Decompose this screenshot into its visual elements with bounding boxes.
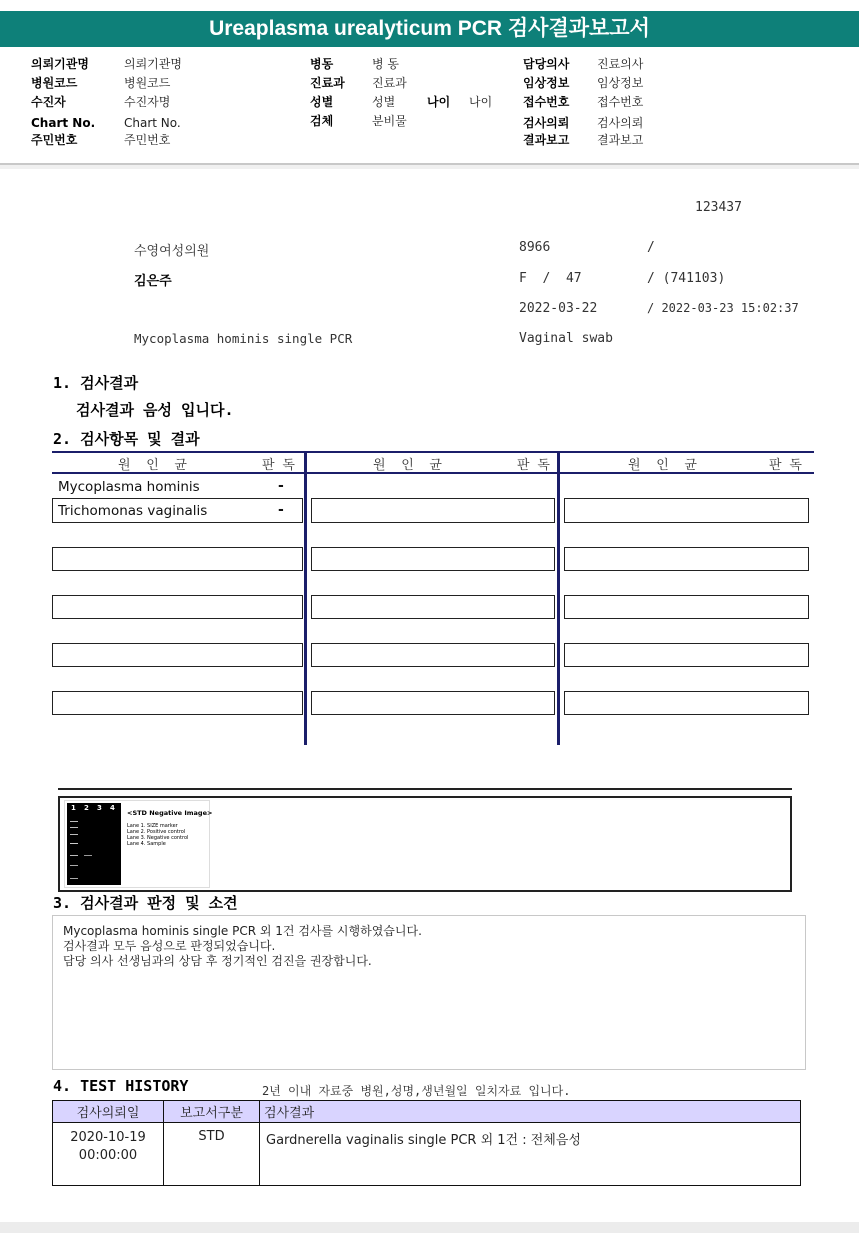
history-type: STD xyxy=(164,1123,260,1186)
remarks-line: 담당 의사 선생님과의 상담 후 정기적인 검진을 권장합니다. xyxy=(63,954,372,968)
image-section-rule xyxy=(58,788,792,790)
gel-band xyxy=(70,821,78,822)
header-divider-shadow xyxy=(0,165,859,169)
header-value-institution: 의뢰기관명 xyxy=(124,57,182,71)
history-date-cell xyxy=(53,1123,164,1186)
col-header-judgement-1: 판 독 xyxy=(262,458,295,473)
header-label-hospital-code: 병원코드 xyxy=(31,76,78,90)
header-label-ward: 병동 xyxy=(310,57,334,71)
institution-name: 수영여성의원 xyxy=(134,244,210,259)
remarks-box xyxy=(52,915,806,1070)
col-header-organism-2: 원 인 균 xyxy=(373,458,442,473)
gel-image xyxy=(67,803,121,885)
header-label-department: 진료과 xyxy=(310,76,345,90)
header-value-resident-no: 주민번호 xyxy=(124,133,171,147)
header-value-age: 나이 xyxy=(469,95,493,109)
history-date: 2020-10-19 xyxy=(70,1130,146,1145)
header-value-sex: 성별 xyxy=(372,95,396,109)
col-header-judgement-3: 판 독 xyxy=(769,458,802,473)
gel-band xyxy=(70,855,78,856)
header-label-institution: 의뢰기관명 xyxy=(31,57,89,71)
gel-image-figure xyxy=(64,800,213,888)
result-cell xyxy=(311,498,555,523)
gel-legend-item: Lane 4. Sample xyxy=(127,841,166,847)
header-value-chart-no: Chart No. xyxy=(124,116,181,130)
section-1-title: 1. 검사결과 xyxy=(53,374,139,392)
remarks-line: Mycoplasma hominis single PCR 외 1건 검사를 시행하였습니다. xyxy=(63,924,422,938)
chart-number: 8966 xyxy=(519,240,551,255)
request-date: 2022-03-22 xyxy=(519,301,598,316)
table-divider-1 xyxy=(304,451,307,745)
header-value-ward: 병 동 xyxy=(372,57,399,71)
section-3-title: 3. 검사결과 판정 및 소견 xyxy=(53,894,238,912)
history-result: Gardnerella vaginalis single PCR 외 1건 : 전체음성 xyxy=(260,1123,801,1186)
header-label-specimen: 검체 xyxy=(310,114,334,128)
gel-legend-item: Lane 2. Positive control xyxy=(127,829,186,835)
gel-lane-label: 2 xyxy=(84,804,89,812)
col-header-organism-3: 원 인 균 xyxy=(628,458,697,473)
gel-band xyxy=(70,834,78,835)
result-cell xyxy=(52,643,303,667)
col-header-organism-1: 원 인 균 xyxy=(118,458,187,473)
chart-slash: / xyxy=(647,240,655,255)
result-cell xyxy=(564,595,809,619)
gel-band xyxy=(84,855,92,856)
section-4-title: 4. TEST HISTORY xyxy=(53,1077,189,1095)
result-cell xyxy=(52,547,303,571)
header-label-chart-no: Chart No. xyxy=(31,116,96,130)
table-top-rule xyxy=(52,451,814,453)
gel-band xyxy=(70,827,78,828)
header-value-patient: 수진자명 xyxy=(124,95,171,109)
gel-image-title: <STD Negative Image> xyxy=(127,809,213,817)
organism-name: Trichomonas vaginalis xyxy=(58,503,208,519)
header-label-request: 검사의뢰 xyxy=(523,116,570,130)
gel-band xyxy=(70,865,78,866)
gel-band xyxy=(70,843,78,844)
patient-birth: / (741103) xyxy=(647,271,726,286)
history-header-type: 보고서구분 xyxy=(164,1101,260,1123)
result-cell xyxy=(311,691,555,715)
patient-name: 김은주 xyxy=(134,274,172,289)
history-time: 00:00:00 xyxy=(78,1148,138,1163)
gel-lane-label: 4 xyxy=(110,804,115,812)
header-value-doctor: 진료의사 xyxy=(597,57,644,71)
gel-legend-item: Lane 3. Negative control xyxy=(127,835,189,841)
header-label-sex: 성별 xyxy=(310,95,334,109)
header-value-report: 결과보고 xyxy=(597,133,644,147)
table-divider-2 xyxy=(557,451,560,745)
patient-sex-age: F / 47 xyxy=(519,271,582,286)
header-value-hospital-code: 병원코드 xyxy=(124,76,171,90)
organism-result: - xyxy=(278,502,284,518)
gel-lane-label: 1 xyxy=(71,804,76,812)
report-title: Ureaplasma urealyticum PCR 검사결과보고서 xyxy=(0,11,859,47)
remarks-line: 검사결과 모두 음성으로 판정되었습니다. xyxy=(63,939,276,953)
result-cell xyxy=(564,547,809,571)
specimen: Vaginal swab xyxy=(519,331,613,346)
header-label-report: 결과보고 xyxy=(523,133,570,147)
report-date: / 2022-03-23 15:02:37 xyxy=(647,301,799,315)
header-label-age: 나이 xyxy=(427,95,451,109)
table-row xyxy=(53,1123,801,1186)
section-1-result: 검사결과 음성 입니다. xyxy=(76,401,234,419)
result-cell xyxy=(311,547,555,571)
result-cell xyxy=(52,691,303,715)
result-cell xyxy=(564,498,809,523)
result-cell xyxy=(311,595,555,619)
organism-name: Mycoplasma hominis xyxy=(58,479,200,495)
header-value-specimen: 분비물 xyxy=(372,114,407,128)
history-header-date: 검사의뢰일 xyxy=(53,1101,164,1123)
result-cell xyxy=(52,595,303,619)
result-cell xyxy=(564,691,809,715)
header-value-receipt-no: 접수번호 xyxy=(597,95,644,109)
header-label-receipt-no: 접수번호 xyxy=(523,95,570,109)
header-label-patient: 수진자 xyxy=(31,95,66,109)
header-label-clinical-info: 임상정보 xyxy=(523,76,570,90)
header-value-department: 진료과 xyxy=(372,76,407,90)
organism-result: - xyxy=(278,478,284,494)
history-header-result: 검사결과 xyxy=(260,1101,801,1123)
header-label-doctor: 담당의사 xyxy=(523,57,570,71)
section-2-title: 2. 검사항목 및 결과 xyxy=(53,430,200,448)
header-value-request: 검사의뢰 xyxy=(597,116,644,130)
history-note: 2년 이내 자료중 병원,성명,생년월일 일치자료 입니다. xyxy=(262,1084,571,1098)
gel-band xyxy=(70,878,78,879)
gel-legend-item: Lane 1. SIZE marker xyxy=(127,823,178,829)
result-cell xyxy=(564,643,809,667)
col-header-judgement-2: 판 독 xyxy=(517,458,550,473)
page-bottom-strip xyxy=(0,1222,859,1233)
history-table xyxy=(52,1100,801,1186)
test-name: Mycoplasma hominis single PCR xyxy=(134,331,353,346)
receipt-number: 123437 xyxy=(695,200,742,215)
header-label-resident-no: 주민번호 xyxy=(31,133,78,147)
result-cell xyxy=(311,643,555,667)
header-value-clinical-info: 임상정보 xyxy=(597,76,644,90)
gel-lane-label: 3 xyxy=(97,804,102,812)
